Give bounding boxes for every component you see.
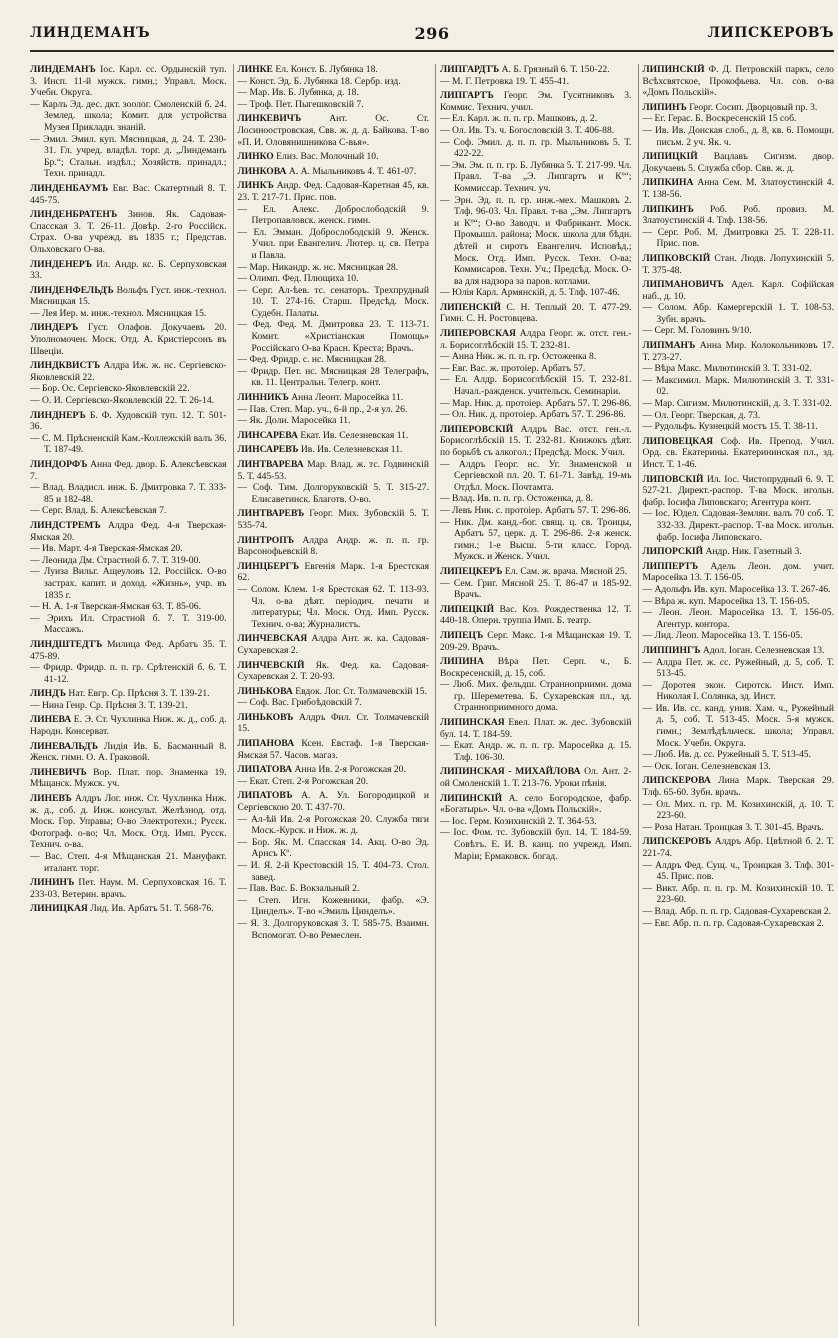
entry-subline: — Іос. Герм. Козихинскій 2. Т. 364-53. bbox=[440, 815, 597, 827]
directory-entry bbox=[643, 775, 835, 833]
entry-subline: — Конст. Эд. Б. Лубянка 18. Сербр. изд. bbox=[237, 75, 401, 87]
entry-subline: — Вѣра ж. куп. Маросейка 13. Т. 156-05. bbox=[642, 595, 810, 607]
entry-details: Лидія Ив. Б. Басманный 8. Женск. гимн. О. А. Граковой. bbox=[30, 740, 227, 764]
entry-subline: — Фед. Фед. М. Дмитровка 23. Т. 113-71. Комит. «Христіанская Помощь» Россійскаго О-ва Красн. Креста; Врачъ. bbox=[237, 319, 429, 354]
entry-surname: ЛИППИНГЪ bbox=[642, 644, 701, 656]
entry-surname: ЛИННИКЪ bbox=[237, 392, 289, 404]
entry-details: Зинов. Як. Садовая-Спасская 3. Т. 26-11. Довѣр. 2-го Россійск. Страх. О-ва учрежд. въ 1835 г.; Представ. Ольховскаго О-ва. bbox=[30, 209, 227, 255]
entry-details: Лид. Ив. Арбатъ 51. Т. 568-76. bbox=[90, 903, 214, 915]
entry-subline: — Роза Натан. Троицкая 3. Т. 301-45. Врачъ. bbox=[642, 821, 824, 833]
entry-subline: — Троф. Пет. Пыгешковскій 7. bbox=[237, 98, 364, 110]
directory-entry bbox=[238, 561, 430, 631]
entry-subline: — Левъ Ник. с. протоіер. Арбатъ 57. Т. 296-86. bbox=[440, 504, 631, 516]
entry-subline: — Леонида Дм. Страстной б. 7. Т. 319-00. bbox=[30, 554, 201, 566]
entry-surname: ЛИНДЕМАНЪ bbox=[30, 64, 96, 75]
entry-subline: — Іос. Юдел. Садовая-Землян. валъ 70 соб. Т. 332-33. Директ.-распор. Т-ва Моск. игольн. фабр. Іосифа Липовскаго. bbox=[642, 508, 834, 543]
entry-surname: ЛИПСКЕРОВА bbox=[642, 775, 711, 787]
entry-surname: ЛИПГАРДТЪ bbox=[440, 64, 500, 75]
entry-surname: ЛИПЕЦКЕРЪ bbox=[440, 565, 503, 577]
entry-details: Анна Сем. М. Златоустинскій 4. Т. 138-56. bbox=[642, 177, 834, 200]
directory-entry bbox=[30, 520, 227, 636]
directory-entry bbox=[30, 183, 227, 206]
entry-surname: ЛИНДЕРЪ bbox=[30, 322, 79, 334]
entry-details: Евгенія Марк. 1-я Брестская 62. bbox=[237, 560, 429, 584]
entry-details: Евг. Вас. Скатертный 8. Т. 445-75. bbox=[30, 182, 227, 206]
directory-entry bbox=[643, 102, 835, 148]
directory-entry bbox=[440, 630, 632, 653]
entry-surname: ЛИНЬКОВА bbox=[237, 685, 293, 697]
entry-subline: — Ив. Ив. Донская слоб., д. 8, кв. 6. Помощн. письм. 2 уч. Як. ч. bbox=[642, 124, 834, 148]
entry-subline: — Максимил. Марк. Милютинскій 3. Т. 331-02. bbox=[642, 374, 834, 398]
entry-subline: — Доротея экон. Сиротск. Инст. Имп. Николая I. Солянка, зд. Инст. bbox=[642, 679, 834, 703]
entry-details: Ил. Іос. Чистопрудный 6. 9. Т. 527-21. Директ.-распор. Т-ва Моск. игольн. фабр. Іосифа Липовскаго; Агентура конт. bbox=[642, 473, 834, 508]
directory-entry bbox=[440, 604, 632, 627]
entry-details: Елиз. Вас. Молочный 10. bbox=[276, 151, 379, 163]
entry-details: Пет. Наум. М. Серпуховская 16. Т. 233-03. Ветерин. врачъ. bbox=[30, 877, 227, 900]
entry-details: Е. Э. Ст. Чухлинка Ниж. ж. д., соб. д. Народн. Консерват. bbox=[30, 714, 227, 738]
entry-subline: — Мар. Сигизм. Милютинскій, д. 3. Т. 331-02. bbox=[642, 398, 833, 410]
entry-subline: — Я. З. Долгоруковская 3. Т. 585-75. Взаимн. Вспомогат. О-во Ремеслен. bbox=[237, 917, 429, 941]
entry-subline: — Алдръ Георг. нс. Уг. Знаменской и Сергіевской пл. 20. Т. 61-71. Завѣд. 19-мъ Отдѣл. Моск. Почтамта. bbox=[440, 458, 632, 493]
entry-surname: ЛИПИНСКІЙ bbox=[440, 792, 503, 804]
entry-surname: ЛИНСАРЕВА bbox=[237, 429, 298, 441]
entry-subline: — Пав. Вас. Б. Вокзальный 2. bbox=[237, 883, 360, 895]
entry-surname: ЛИНДОРФЪ bbox=[30, 459, 88, 470]
entry-subline: — Луиза Вильг. Ащеуловъ 12. Россійск. О-во застрах. капит. и доход. «Жизнь», учр. въ 1835 г. bbox=[30, 566, 227, 601]
directory-entry bbox=[440, 766, 632, 789]
entry-details: Анна Фед. двор. Б. Алексѣевская 7. bbox=[30, 459, 227, 482]
directory-entry bbox=[238, 738, 430, 761]
directory-entry bbox=[30, 459, 227, 517]
entry-surname: ЛИНКЪ bbox=[237, 180, 274, 192]
entry-details: Георг. Сосип. Дворцовый пр. 3. bbox=[689, 101, 818, 113]
entry-details: Іос. Карл. сс. Ордынскій туп. 3. Инсп. 11-й мужск. гимн.; Управл. Моск. Учебн. Округа. bbox=[30, 64, 227, 99]
entry-subline: — Мар. Ник. д. протоіер. Арбатъ 57. Т. 296-86. bbox=[440, 397, 632, 409]
directory-entry bbox=[30, 285, 227, 320]
entry-subline: — Влад. Абр. п. п. гр. Садовая-Сухаревская 2. bbox=[642, 905, 831, 917]
entry-details: Евел. Плат. ж. дес. Зубовскій бул. 14. Т. 184-59. bbox=[440, 717, 632, 740]
entry-surname: ЛИНЬКОВЪ bbox=[237, 711, 294, 723]
entry-details: Вас. Коз. Рождественка 12. Т. 440-18. Оперн. труппа Имп. Б. театр. bbox=[440, 603, 632, 627]
entry-details: Ксен. Евстаф. 1-я Тверская-Ямская 57. Часов. магаз. bbox=[237, 738, 429, 761]
entry-details: Георг. Эм. Гусятниковъ 3. Коммис. Технич. учил. bbox=[440, 90, 632, 113]
directory-entry bbox=[643, 64, 835, 99]
entry-details: Анна Ив. 2-я Рогожская 20. bbox=[294, 764, 406, 776]
entry-details: Серг. Макс. 1-я Мѣщанская 19. Т. 209-29. Врачъ. bbox=[440, 629, 632, 653]
entry-subline: — Ол. Ив. Тз. ч. Богословскій 3. Т. 406-88. bbox=[440, 124, 615, 136]
entry-details: Вацлавъ Сигизм. двор. Докучаевъ 5. Служба сбор. Свв. ж. д. bbox=[642, 151, 834, 174]
entry-surname: ЛИПСКЕРОВЪ bbox=[642, 836, 712, 848]
entry-subline: — Ол. Ник. д. протоіер. Арбатъ 57. Т. 296-86. bbox=[440, 409, 626, 421]
entry-subline: — Викт. Абр. п. п. гр. М. Козихинскій 10. Т. 223-60. bbox=[642, 882, 834, 906]
directory-entry bbox=[440, 64, 632, 87]
entry-subline: — Карлъ Эд. дес. дкт. зоолог. Смоленскій б. 24. Землед. школа; Комит. для устройства Музея Прикладн. знаній. bbox=[30, 98, 227, 133]
entry-details: Стан. Людв. Лопухинскій 5. Т. 375-48. bbox=[642, 252, 834, 276]
entry-subline: — Мар. Никандр. ж. нс. Мясницкая 28. bbox=[237, 261, 399, 273]
entry-subline: — Серг. Роб. М. Дмитровка 25. Т. 228-11. Прис. пов. bbox=[642, 226, 834, 250]
entry-subline: — Як. Доли. Маросейка 11. bbox=[237, 415, 351, 427]
entry-surname: ЛИНДШТЕДТЪ bbox=[30, 638, 103, 650]
entry-details: Б. Ф. Худовскій туп. 12. Т. 501-36. bbox=[30, 409, 227, 433]
entry-details: Нат. Евгр. Ср. Прѣсня 3. Т. 139-21. bbox=[68, 688, 210, 700]
entry-surname: ЛИНЕВАЛЬДЪ bbox=[30, 740, 98, 752]
entry-subline: — Ел. Алекс. Доброслободскій 9. Петропавловск. женск. гимн. bbox=[237, 203, 429, 227]
entry-subline: — Серг. Ал-ѣев. тс. сенаторъ. Трехпрудный 10. Т. 274-16. Старш. Предсѣд. Моск. Судебн. Палаты. bbox=[237, 284, 429, 319]
entry-details: Милица Фед. Арбатъ 35. Т. 475-89. bbox=[30, 638, 227, 662]
entry-details: Ив. Ив. Селезневская 11. bbox=[300, 444, 403, 456]
entry-surname: ЛИПЕРОВСКІЙ bbox=[440, 423, 514, 435]
directory-entry bbox=[30, 903, 227, 915]
entry-details: Ол. Ант. 2-ой Смоленскій 1. Т. 213-76. Уроки пѣнія. bbox=[440, 766, 632, 790]
directory-entry bbox=[643, 436, 835, 471]
entry-surname: ЛИНЕВИЧЪ bbox=[30, 766, 87, 778]
entry-details: А. Б. Грязный 6. Т. 150-22. bbox=[501, 64, 610, 75]
directory-entry bbox=[643, 340, 835, 433]
directory-entry bbox=[440, 424, 632, 563]
entry-subline: — Мар. Ив. Б. Лубянка, д. 18. bbox=[237, 87, 359, 99]
entry-subline: — Соф. Вас. Грибоѣдовскій 7. bbox=[237, 697, 362, 709]
entry-surname: ЛИПОРСКІЙ bbox=[642, 546, 704, 558]
entry-subline: — Серг. Влад. Б. Алексѣевская 7. bbox=[30, 505, 167, 517]
entry-surname: ЛИНЕВА bbox=[30, 714, 72, 726]
entry-surname: ЛИНДЕНФЕЛЬДЪ bbox=[30, 284, 114, 296]
directory-entry bbox=[30, 877, 227, 900]
entry-surname: ЛИНТВАРЕВА bbox=[237, 459, 304, 470]
entry-surname: ЛИПКИНЪ bbox=[642, 203, 694, 215]
entry-details: А. А. Мыльниковъ 4. Т. 461-07. bbox=[288, 165, 417, 177]
entry-surname: ЛИПАНОВА bbox=[237, 738, 295, 750]
header-rule bbox=[30, 50, 834, 52]
entry-details: А. село Богородское, фабр. «Богатырь». Чл. о-ва «Домъ Польскій». bbox=[440, 792, 632, 816]
entry-surname: ЛИНДЪ bbox=[30, 688, 67, 700]
directory-entry bbox=[238, 151, 430, 163]
entry-details: Алдра Андр. ж. п. п. гр. Варсонофьевскій 8. bbox=[237, 534, 429, 558]
entry-subline: — Лея Иер. м. инж.-технол. Мясницкая 15. bbox=[30, 307, 207, 319]
directory-entry bbox=[440, 656, 632, 714]
entry-surname: ЛИПЕРОВСКАЯ bbox=[440, 328, 516, 340]
entry-details: Екат. Ив. Селезневская 11. bbox=[300, 429, 409, 441]
directory-entry bbox=[30, 793, 227, 874]
page-number: 296 bbox=[414, 23, 450, 43]
directory-entry bbox=[238, 459, 430, 505]
running-head-right: ЛИПСКЕРОВЪ bbox=[707, 25, 834, 41]
entry-subline: — Лид. Леоп. Маросейка 13. Т. 156-05. bbox=[642, 630, 803, 642]
directory-entry bbox=[238, 660, 430, 683]
directory-entry bbox=[440, 566, 632, 601]
entry-surname: ЛИНДКВИСТЪ bbox=[30, 360, 101, 372]
directory-entry bbox=[643, 836, 835, 929]
directory-entry bbox=[440, 90, 632, 299]
entry-subline: — Соф. Тим. Долгоруковскій 5. Т. 315-27. Елисаветинск. Благотв. О-во. bbox=[237, 482, 429, 505]
entry-subline: — И. Я. 2-й Крестовскій 15. Т. 404-73. Стол. завед. bbox=[237, 860, 429, 883]
directory-entry bbox=[30, 767, 227, 790]
entry-details: Евдок. Лог. Ст. Толмачевскій 15. bbox=[295, 685, 427, 697]
entry-subline: — Влад. Владисл. инж. Б. Дмитровка 7. Т. 333-85 и 182-48. bbox=[30, 482, 227, 505]
entry-subline: — Ол. Мих. п. гр. М. Козихинскій, д. 10. Т. 223-60. bbox=[642, 798, 834, 822]
entry-details: Алдра Георг. ж. отст. ген.-л. Борисоглѣбскій 15. Т. 232-81. bbox=[440, 328, 632, 351]
column-2 bbox=[233, 64, 430, 1326]
entry-subline: — Леон. Леон. Маросейка 13. Т. 156-05. Агентур. контора. bbox=[642, 607, 834, 630]
directory-entry bbox=[643, 645, 835, 773]
directory-entry bbox=[643, 546, 835, 558]
entry-surname: ЛИПМАНЪ bbox=[642, 340, 696, 352]
directory-entry bbox=[643, 253, 835, 276]
entry-details: Алдръ Вас. отст. ген.-л. Борисоглѣбскій 15. Т. 232-81. Книжокъ дѣят. по борьбѣ съ алкогол.; Предсѣд. Моск. Учил. bbox=[440, 423, 632, 458]
entry-surname: ЛИПИНСКАЯ bbox=[440, 717, 505, 729]
directory-entry bbox=[440, 302, 632, 325]
entry-subline: — Эмил. Эмил. куп. Мясницкая, д. 24. Т. 230-31. Гл. учред. владѣл. торг. д. „Линдеманъ Бр.“; Стальн. издѣл.; Хозяйств. принадл.; Техн. принадл. bbox=[30, 133, 227, 180]
entry-subline: — М. Г. Петровка 19. Т. 455-41. bbox=[440, 75, 570, 87]
directory-entry bbox=[30, 209, 227, 255]
entry-details: Алдра Фед. 4-я Тверская-Ямская 20. bbox=[30, 519, 227, 543]
entry-surname: ЛИНЕВЪ bbox=[30, 793, 72, 805]
entry-surname: ЛИНИЦКАЯ bbox=[30, 903, 88, 915]
directory-entry bbox=[238, 686, 430, 709]
entry-details: Андр. Ник. Газетный 3. bbox=[705, 546, 802, 558]
entry-surname: ЛИПКИНА bbox=[642, 177, 694, 189]
entry-surname: ЛИППЕРТЪ bbox=[642, 560, 699, 572]
entry-subline: — Бор. Як. М. Спасская 14. Акц. О-во Эд. Арнсъ Кº. bbox=[237, 836, 429, 860]
entry-subline: — Ол. Георг. Тверская, д. 73. bbox=[642, 409, 761, 421]
entry-subline: — Эрихъ Ил. Страстной б. 7. Т. 319-00. Массажъ. bbox=[30, 612, 227, 636]
entry-subline: — Эрн. Эд. п. п. гр. инж.-мех. Машковъ 2. Тлф. 96-03. Чл. Правл. т-ва „Эм. Липгартъ и Кº“; О-во Заводч. и Фабрикант. Моск. Промышл. района; Моск. школа для бѣдн. дѣтей и сиротъ Евангелич. Исповѣд.; Моск. Отд. Имп. Русск. Техн. О-ва; Коммисаров. Техн. Уч.; Предсѣд. Моск. О-ва для надзора за паров. котлами. bbox=[440, 194, 632, 287]
entry-details: Адель Леон. дом. учит. Маросейка 13. Т. 156-05. bbox=[642, 560, 834, 584]
entry-details: Алдръ Фил. Ст. Толмачевскій 15. bbox=[237, 711, 429, 735]
entry-details: Георг. Мих. Зубовскій 5. Т. 535-74. bbox=[237, 508, 429, 531]
entry-details: Вѣра Пет. Серп. ч., Б. Воскресенскій, д. 15, соб. bbox=[440, 656, 632, 679]
entry-details: С. Н. Теплый 20. Т. 477-29. Гимн. С. Н. Ростовцева. bbox=[440, 301, 632, 325]
entry-subline: — Адольфъ Ив. куп. Маросейка 13. Т. 267-46. bbox=[642, 583, 831, 595]
entry-subline: — Анна Ник. ж. п. п. гр. Остоженка 8. bbox=[440, 351, 597, 363]
entry-surname: ЛИПАТОВЪ bbox=[237, 790, 293, 802]
entry-surname: ЛИНТРОПЪ bbox=[237, 534, 295, 546]
directory-entry bbox=[643, 561, 835, 642]
entry-details: Вор. Плат. пор. Знаменка 19. Мѣщанск. Мужск. уч. bbox=[30, 766, 227, 790]
entry-subline: — Ник. Дм. канд.-бог. свящ. ц. св. Троицы, Арбатъ 57, церк. д. Т. 296-86. 2-я женск. гимн.; 1-е Высш. 5-ти класс. Город. Мужск. и Женск. Учил. bbox=[440, 516, 632, 563]
entry-subline: — С. М. Прѣсненскій Кам.-Коллежскій валъ 36. Т. 187-49. bbox=[30, 432, 227, 456]
entry-surname: ЛИНКЕ bbox=[237, 64, 273, 75]
entry-details: Ант. Ос. Ст. Лосиноостровская, Свв. ж. д. д. Байкова. Т-во «П. И. Оловянишникова С-вья». bbox=[237, 113, 429, 148]
entry-details: Алдръ Лог. инж. Ст. Чухлинка Ниж. ж. д., соб. д. Инж. консульт. Желѣзнод. отд. Моск. Гор. Управы; О-во Электротехн.; Русск. Фотограф. о-во; Чл. Моск. Отд. Имп. Русск. Технич. о-ва. bbox=[30, 793, 227, 851]
entry-details: Ел. Сам. ж. врача. Мясной 25. bbox=[504, 565, 628, 577]
directory-entry bbox=[238, 535, 430, 558]
directory-entry bbox=[238, 712, 430, 735]
entry-details: Алдра Ант. ж. ка. Садовая-Сухаревская 2. bbox=[237, 633, 429, 656]
directory-entry bbox=[238, 113, 430, 148]
entry-details: Анна Мир. Колокольниковъ 17. Т. 273-27. bbox=[642, 340, 834, 363]
directory-entry bbox=[30, 322, 227, 357]
entry-subline: — Алдръ Фед. Сущ. ч., Троицкая 3. Тлф. 301-45. Прис. пов. bbox=[642, 859, 834, 883]
entry-subline: — Екат. Андр. ж. п. п. гр. Маросейка д. 15. Тлф. 106-30. bbox=[440, 740, 632, 763]
entry-subline: — Бор. Ос. Сергіевско-Яковлевскій 22. bbox=[30, 383, 190, 395]
directory-entry bbox=[30, 714, 227, 737]
entry-subline: — Солом. Абр. Камергерскій 1. Т. 108-53. Зубн. врачъ. bbox=[642, 302, 834, 325]
entry-subline: — Оск. Іоган. Селезневская 13. bbox=[642, 760, 771, 772]
entry-surname: ЛИПЕНСКІЙ bbox=[440, 301, 502, 313]
entry-surname: ЛИПАТОВА bbox=[237, 764, 293, 776]
entry-surname: ЛИНДСТРЕМЪ bbox=[30, 519, 101, 531]
entry-details: Алдръ Абр. Цвѣтной б. 2. Т. 221-74. bbox=[642, 836, 834, 859]
entry-surname: ЛИНЧЕВСКІЙ bbox=[237, 659, 305, 671]
entry-surname: ЛИПИНСКАЯ - МИХАЙЛОВА bbox=[440, 766, 581, 778]
entry-subline: — Ал-ѣй Ив. 2-я Рогожская 20. Служба тяги Моск.-Курск. и Ниж. ж. д. bbox=[237, 813, 429, 837]
directory-entry bbox=[238, 64, 430, 110]
text-columns bbox=[30, 64, 834, 1326]
directory-entry bbox=[238, 790, 430, 941]
entry-subline: — Пав. Степ. Мар. уч., 6-й пр., 2-я ул. 26. bbox=[237, 403, 408, 415]
directory-entry bbox=[238, 392, 430, 427]
running-head-left: ЛИНДЕМАНЪ bbox=[30, 25, 150, 41]
entry-subline: — Ег. Герас. Б. Воскресенскій 15 соб. bbox=[642, 113, 797, 125]
entry-subline: — Соф. Эмил. д. п. п. гр. Мыльниковъ 5. Т. 422-22. bbox=[440, 136, 632, 160]
entry-surname: ЛИПИНЪ bbox=[642, 101, 687, 113]
directory-entry bbox=[643, 204, 835, 250]
entry-details: Густ. Олафов. Докучаевъ 20. Уполномочен. Моск. Отд. А. Кристіерсонъ въ Швеціи. bbox=[30, 322, 227, 357]
directory-entry bbox=[440, 793, 632, 863]
page-header bbox=[30, 18, 834, 48]
entry-subline: — Евг. Абр. п. п. гр. Садовая-Сухаревская 2. bbox=[642, 917, 824, 929]
entry-subline: — Вас. Степ. 4-я Мѣщанская 21. Мануфакт. италант. торг. bbox=[30, 851, 227, 874]
directory-entry bbox=[30, 64, 227, 180]
entry-surname: ЛИПЕЦКІЙ bbox=[440, 603, 495, 615]
entry-surname: ЛИПИНСКІЙ bbox=[642, 64, 705, 75]
entry-details: Анна Леонт. Маросейка 11. bbox=[291, 392, 404, 404]
directory-entry bbox=[30, 360, 227, 406]
entry-details: Лина Марк. Тверская 29. Тлф. 65-60. Зубн. врачъ. bbox=[642, 775, 834, 799]
entry-subline: — Ел. Эмман. Доброслободскій 9. Женск. Учил. при Евангелич. Лютер. ц. св. Петра и Павла. bbox=[237, 226, 429, 261]
column-3 bbox=[435, 64, 632, 1326]
directory-entry bbox=[643, 151, 835, 174]
entry-surname: ЛИПГАРТЪ bbox=[440, 90, 494, 102]
entry-surname: ЛИНДНЕРЪ bbox=[30, 409, 86, 421]
entry-details: Адел. Карл. Софійская наб., д. 10. bbox=[642, 279, 834, 302]
entry-surname: ЛИНДЕНБРАТЕНЪ bbox=[30, 209, 118, 221]
directory-entry bbox=[238, 444, 430, 456]
entry-subline: — Евг. Вас. ж. протоіер. Арбатъ 57. bbox=[440, 362, 586, 374]
entry-details: Вольфъ Густ. инж.-технол. Мясницкая 15. bbox=[30, 284, 227, 308]
entry-subline: — Екат. Степ. 2-я Рогожская 20. bbox=[237, 775, 369, 787]
directory-entry bbox=[30, 741, 227, 764]
directory-entry bbox=[238, 764, 430, 787]
entry-details: Ф. Д. Петровскій паркъ, село Всѣхсвятское, Прокофьева. Чл. сов. о-ва «Домъ Польскій». bbox=[642, 64, 834, 99]
entry-subline: — Іос. Фом. тс. Зубовскій бул. 14. Т. 184-59. Совѣтъ. Е. И. В. канц. по учрежд. Имп. Маріи; Ермаковск. богад. bbox=[440, 827, 632, 862]
entry-details: А. А. Ул. Богородицкой и Сергіевскою 20. Т. 437-70. bbox=[237, 790, 429, 814]
entry-subline: — Вѣра Макс. Милютинскій 3. Т. 331-02. bbox=[642, 363, 812, 375]
entry-details: Адол. Іоган. Селезневская 13. bbox=[702, 644, 825, 656]
directory-entry bbox=[30, 259, 227, 282]
entry-subline: — Фридр. Фридр. п. п. гр. Срѣтенскій б. 6. Т. 41-12. bbox=[30, 662, 227, 685]
entry-details: Мар. Влад. ж. тс. Годвинскій 5. Т. 445-53. bbox=[237, 459, 429, 482]
directory-entry bbox=[238, 633, 430, 656]
entry-subline: — Нина Генр. Ср. Прѣсня 3. Т. 139-21. bbox=[30, 699, 188, 711]
entry-surname: ЛИПОВСКІЙ bbox=[642, 473, 704, 485]
entry-surname: ЛИПИЦКІЙ bbox=[642, 151, 698, 163]
entry-surname: ЛИНТВАРЕВЪ bbox=[237, 508, 305, 520]
directory-entry bbox=[643, 279, 835, 337]
entry-subline: — Ив. Ив. сс. канд. унив. Хам. ч., Ружейный д. 5, соб. Т. 513-45. Моск. 5-я мужск. гимн.; Землѣдѣльческ. школа; Управл. Моск. Учебн. Округа. bbox=[642, 702, 834, 749]
entry-surname: ЛИПМАНОВИЧЪ bbox=[642, 279, 724, 291]
entry-subline: — О. И. Сергіевско-Яковлевскій 22. Т. 26-14. bbox=[30, 395, 215, 407]
entry-surname: ЛИНКО bbox=[237, 151, 274, 163]
entry-subline: — Юлія Карл. Армянскій, д. 5. Тлф. 107-46. bbox=[440, 287, 620, 299]
entry-subline: — Фридр. Пет. нс. Мясницкая 28 Телеграфъ, кв. 11. Центральн. Телегр. конт. bbox=[237, 365, 429, 389]
directory-entry bbox=[440, 328, 632, 421]
directory-entry bbox=[238, 508, 430, 531]
entry-surname: ЛИНИНЪ bbox=[30, 877, 75, 889]
entry-surname: ЛИНСАРЕВЪ bbox=[237, 444, 299, 456]
entry-details: Алдра Иж. ж. нс. Сергіевско-Яковлевскій 22. bbox=[30, 360, 227, 383]
entry-subline: — Степ. Игн. Кожевники, фабр. «Э. Цинделъ». Т-во «Эмиль Цинделъ». bbox=[237, 894, 429, 918]
entry-subline: — Люб. Ив. д. сс. Ружейный 5. Т. 513-45. bbox=[642, 749, 811, 761]
directory-entry bbox=[238, 430, 430, 442]
directory-entry bbox=[238, 166, 430, 178]
entry-subline: — Ел. Карл. ж. п. п. гр. Машковъ, д. 2. bbox=[440, 113, 598, 125]
entry-subline: — Алдра Пет. ж. сс. Ружейный, д. 5, соб. Т. 513-45. bbox=[642, 656, 834, 680]
entry-subline: — Люб. Мих. фельдш. Странноприимн. дома гр. Шереметева. Б. Сухаревская пл., зд. Странноприимного дома. bbox=[440, 679, 632, 714]
entry-subline: — Фед. Фридр. с. нс. Мясницкая 28. bbox=[237, 354, 387, 366]
entry-subline: — Солом. Клем. 1-я Брестская 62. Т. 113-93. Чл. о-ва дѣят. періодич. печати и литературы; Чл. Моск. Отд. Имп. Русск. Технич. о-ва; Журналистъ. bbox=[237, 583, 429, 630]
directory-entry bbox=[30, 410, 227, 456]
entry-subline: — Серг. М. Головинъ 9/10. bbox=[642, 325, 752, 337]
entry-surname: ЛИПОВЕЦКАЯ bbox=[642, 435, 714, 447]
entry-surname: ЛИПИНА bbox=[440, 656, 484, 668]
entry-surname: ЛИНКЕВИЧЪ bbox=[237, 113, 302, 125]
directory-entry bbox=[643, 177, 835, 200]
entry-details: Ил. Андр. кс. Б. Серпуховская 33. bbox=[30, 258, 227, 282]
directory-entry bbox=[643, 474, 835, 544]
directory-entry bbox=[238, 180, 430, 389]
directory-entry bbox=[440, 717, 632, 763]
entry-subline: — Ив. Март. 4-я Тверская-Ямская 20. bbox=[30, 543, 183, 555]
entry-surname: ЛИНКОВА bbox=[237, 165, 287, 177]
directory-entry bbox=[30, 688, 227, 711]
entry-subline: — Рудольфъ. Кузнецкій мостъ 15. Т. 38-11. bbox=[642, 421, 818, 433]
entry-surname: ЛИНДЕНБАУМЪ bbox=[30, 182, 109, 194]
entry-details: Соф. Ив. Препод. Учил. Орд. св. Екатерины. Екатерининская пл., зд. Инст. Т. 1-46. bbox=[642, 435, 834, 470]
entry-details: Андр. Фед. Садовая-Каретная 45, кв. 23. Т. 217-71. Прис. пов. bbox=[237, 180, 429, 203]
column-4 bbox=[638, 64, 835, 1326]
directory-entry bbox=[30, 639, 227, 685]
entry-surname: ЛИПКОВСКІЙ bbox=[642, 252, 711, 264]
entry-surname: ЛИПЕЦЪ bbox=[440, 629, 484, 641]
entry-details: Як. Фед. ка. Садовая-Сухаревская 2. Т. 20-93. bbox=[237, 659, 429, 683]
entry-surname: ЛИНЧЕВСКАЯ bbox=[237, 633, 308, 645]
entry-subline: — Олимп. Фед. Плющиха 10. bbox=[237, 273, 359, 285]
entry-surname: ЛИНДЕНЕРЪ bbox=[30, 258, 93, 270]
entry-details: Роб. Роб. провиз. М. Златоустинскій 4. Тлф. 138-56. bbox=[642, 203, 834, 227]
entry-surname: ЛИНЦБЕРГЪ bbox=[237, 560, 300, 572]
entry-subline: — Н. А. 1-я Тверская-Ямская 63. Т. 85-06. bbox=[30, 601, 201, 613]
entry-subline: — Ел. Алдр. Борисоглѣбскій 15. Т. 232-81. Начал.-ражденск. учительск. Семинаріи. bbox=[440, 374, 632, 398]
entry-details: Ел. Конст. Б. Лубянка 18. bbox=[275, 64, 378, 75]
entry-subline: — Сем. Григ. Мясной 25. Т. 86-47 и 185-92. Врачъ. bbox=[440, 577, 632, 601]
column-1 bbox=[30, 64, 227, 1326]
entry-subline: — Эм. Эм. п. п. гр. Б. Лубянка 5. Т. 217-99. Чл. Правл. Т-ва „Э. Липгартъ и Кº“; Коммиссар. Технич. уч. bbox=[440, 159, 632, 194]
entry-subline: — Влад. Ив. п. п. гр. Остоженка, д. 8. bbox=[440, 493, 593, 505]
